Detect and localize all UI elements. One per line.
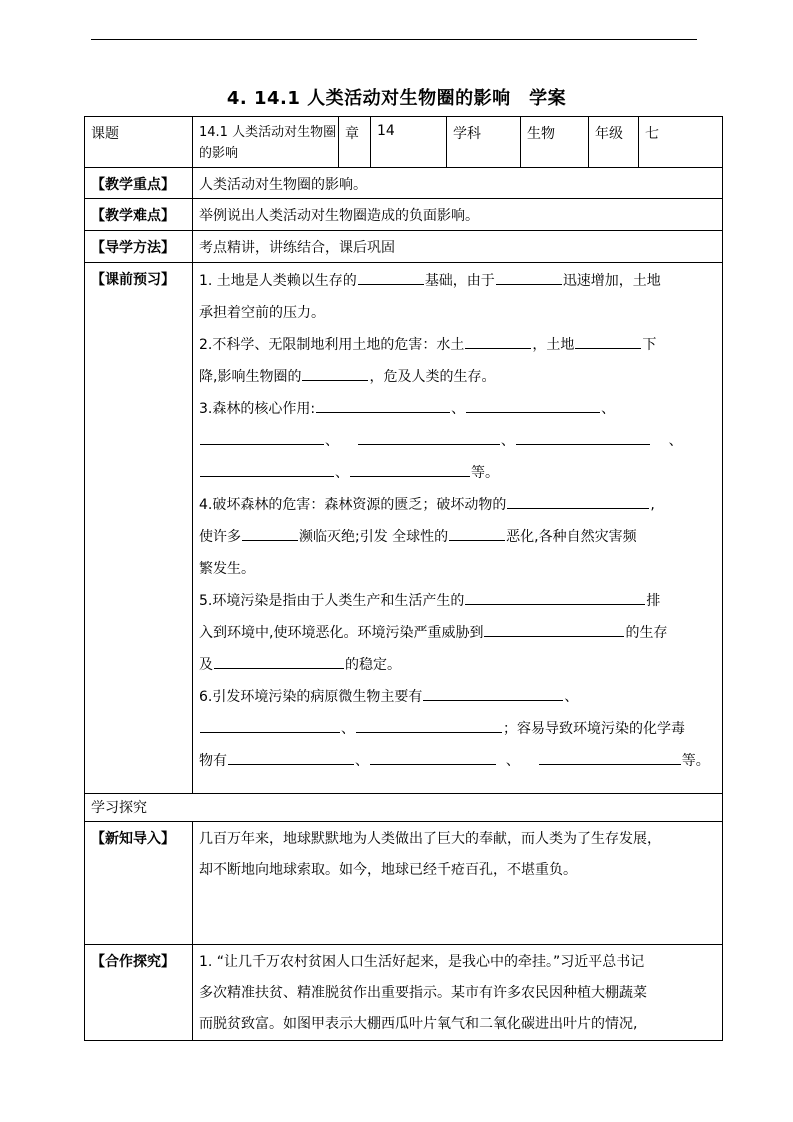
coop-line-3: 而脱贫致富。如图甲表示大棚西瓜叶片氧气和二氧化碳进出叶片的情况,	[199, 1016, 638, 1032]
cooperative-row	[85, 945, 723, 1041]
blank[interactable]	[507, 492, 649, 509]
new-intro-label: 【新知导入】	[85, 822, 193, 945]
blank[interactable]	[496, 268, 562, 285]
teaching-difficulty-label: 【教学难点】	[85, 199, 193, 231]
header-rule	[91, 39, 697, 40]
blank[interactable]	[465, 332, 531, 349]
blank[interactable]	[200, 460, 334, 477]
blank[interactable]	[356, 716, 502, 733]
blank[interactable]	[370, 748, 496, 765]
guide-method-label: 【导学方法】	[85, 231, 193, 263]
coop-line-1: 1. “让几千万农村贫困人口生活好起来，是我心中的牵挂。”习近平总书记	[199, 954, 645, 970]
topic-value: 14.1 人类活动对生物圈的影响	[193, 117, 339, 168]
blank[interactable]	[358, 428, 500, 445]
teaching-focus-row	[85, 168, 723, 199]
grade-value: 七	[639, 117, 723, 168]
preview-content	[193, 263, 723, 794]
info-row	[85, 117, 723, 168]
blank[interactable]	[242, 524, 298, 541]
blank[interactable]	[200, 428, 324, 445]
study-explore-label: 学习探究	[85, 794, 723, 822]
blank[interactable]	[465, 588, 645, 605]
chapter-label: 章	[339, 117, 371, 168]
coop-line-2: 多次精准扶贫、精准脱贫作出重要指示。某市有许多农民因种植大棚蔬菜	[199, 985, 647, 1001]
blank[interactable]	[449, 524, 505, 541]
preview-label: 【课前预习】	[85, 263, 193, 794]
preview-q4: 4.破坏森林的危害：森林资源的匮乏；破坏动物的 , 使许多 濒临灭绝;引发 全球性的 恶化,各种自然灾害频 繁发生。	[199, 489, 716, 585]
blank[interactable]	[516, 428, 650, 445]
grade-label: 年级	[589, 117, 639, 168]
new-intro-content	[193, 822, 723, 945]
teaching-focus-label: 【教学重点】	[85, 168, 193, 199]
blank[interactable]	[350, 460, 470, 477]
study-explore-row	[85, 794, 723, 822]
preview-q2: 2.不科学、无限制地利用土地的危害：水土 ，土地 下 降,影响生物圈的 ，危及人类的生存。	[199, 329, 716, 393]
blank[interactable]	[302, 364, 368, 381]
blank[interactable]	[423, 684, 563, 701]
guide-method-row	[85, 231, 723, 263]
document-title: 4. 14.1 人类活动对生物圈的影响 学案	[226, 88, 567, 109]
cooperative-label: 【合作探究】	[85, 945, 193, 1041]
blank[interactable]	[575, 332, 641, 349]
study-plan-table	[84, 116, 723, 1041]
preview-q3: 3.森林的核心作用: 、 、 、 、 、 、 等。	[199, 393, 716, 489]
preview-q1: 1. 土地是人类赖以生存的 基础，由于 迅速增加，土地 承担着空前的压力。	[199, 265, 716, 329]
blank[interactable]	[466, 396, 600, 413]
cooperative-content	[193, 945, 723, 1041]
subject-value: 生物	[521, 117, 589, 168]
blank[interactable]	[539, 748, 681, 765]
teaching-difficulty-row	[85, 199, 723, 231]
teaching-difficulty-text: 举例说出人类活动对生物圈造成的负面影响。	[193, 199, 723, 231]
teaching-focus-text: 人类活动对生物圈的影响。	[193, 168, 723, 199]
blank[interactable]	[316, 396, 450, 413]
preview-row	[85, 263, 723, 794]
preview-q6: 6.引发环境污染的病原微生物主要有 、 、 ；容易导致环境污染的化学毒 物有 、 、 等。	[199, 681, 716, 777]
blank[interactable]	[228, 748, 354, 765]
preview-q5: 5.环境污染是指由于人类生产和生活产生的 排 入到环境中,使环境恶化。环境污染严重威胁到 的生存 及 的稳定。	[199, 585, 716, 681]
blank[interactable]	[484, 620, 624, 637]
topic-label: 课题	[85, 117, 193, 168]
blank[interactable]	[214, 652, 344, 669]
intro-line-2: 却不断地向地球索取。如今，地球已经千疮百孔，不堪重负。	[199, 862, 577, 878]
subject-label: 学科	[447, 117, 521, 168]
blank[interactable]	[358, 268, 424, 285]
blank[interactable]	[200, 716, 340, 733]
new-intro-row	[85, 822, 723, 945]
guide-method-text: 考点精讲，讲练结合，课后巩固	[193, 231, 723, 263]
intro-line-1: 几百万年来，地球默默地为人类做出了巨大的奉献，而人类为了生存发展，	[199, 831, 661, 847]
chapter-value: 14	[371, 117, 447, 168]
